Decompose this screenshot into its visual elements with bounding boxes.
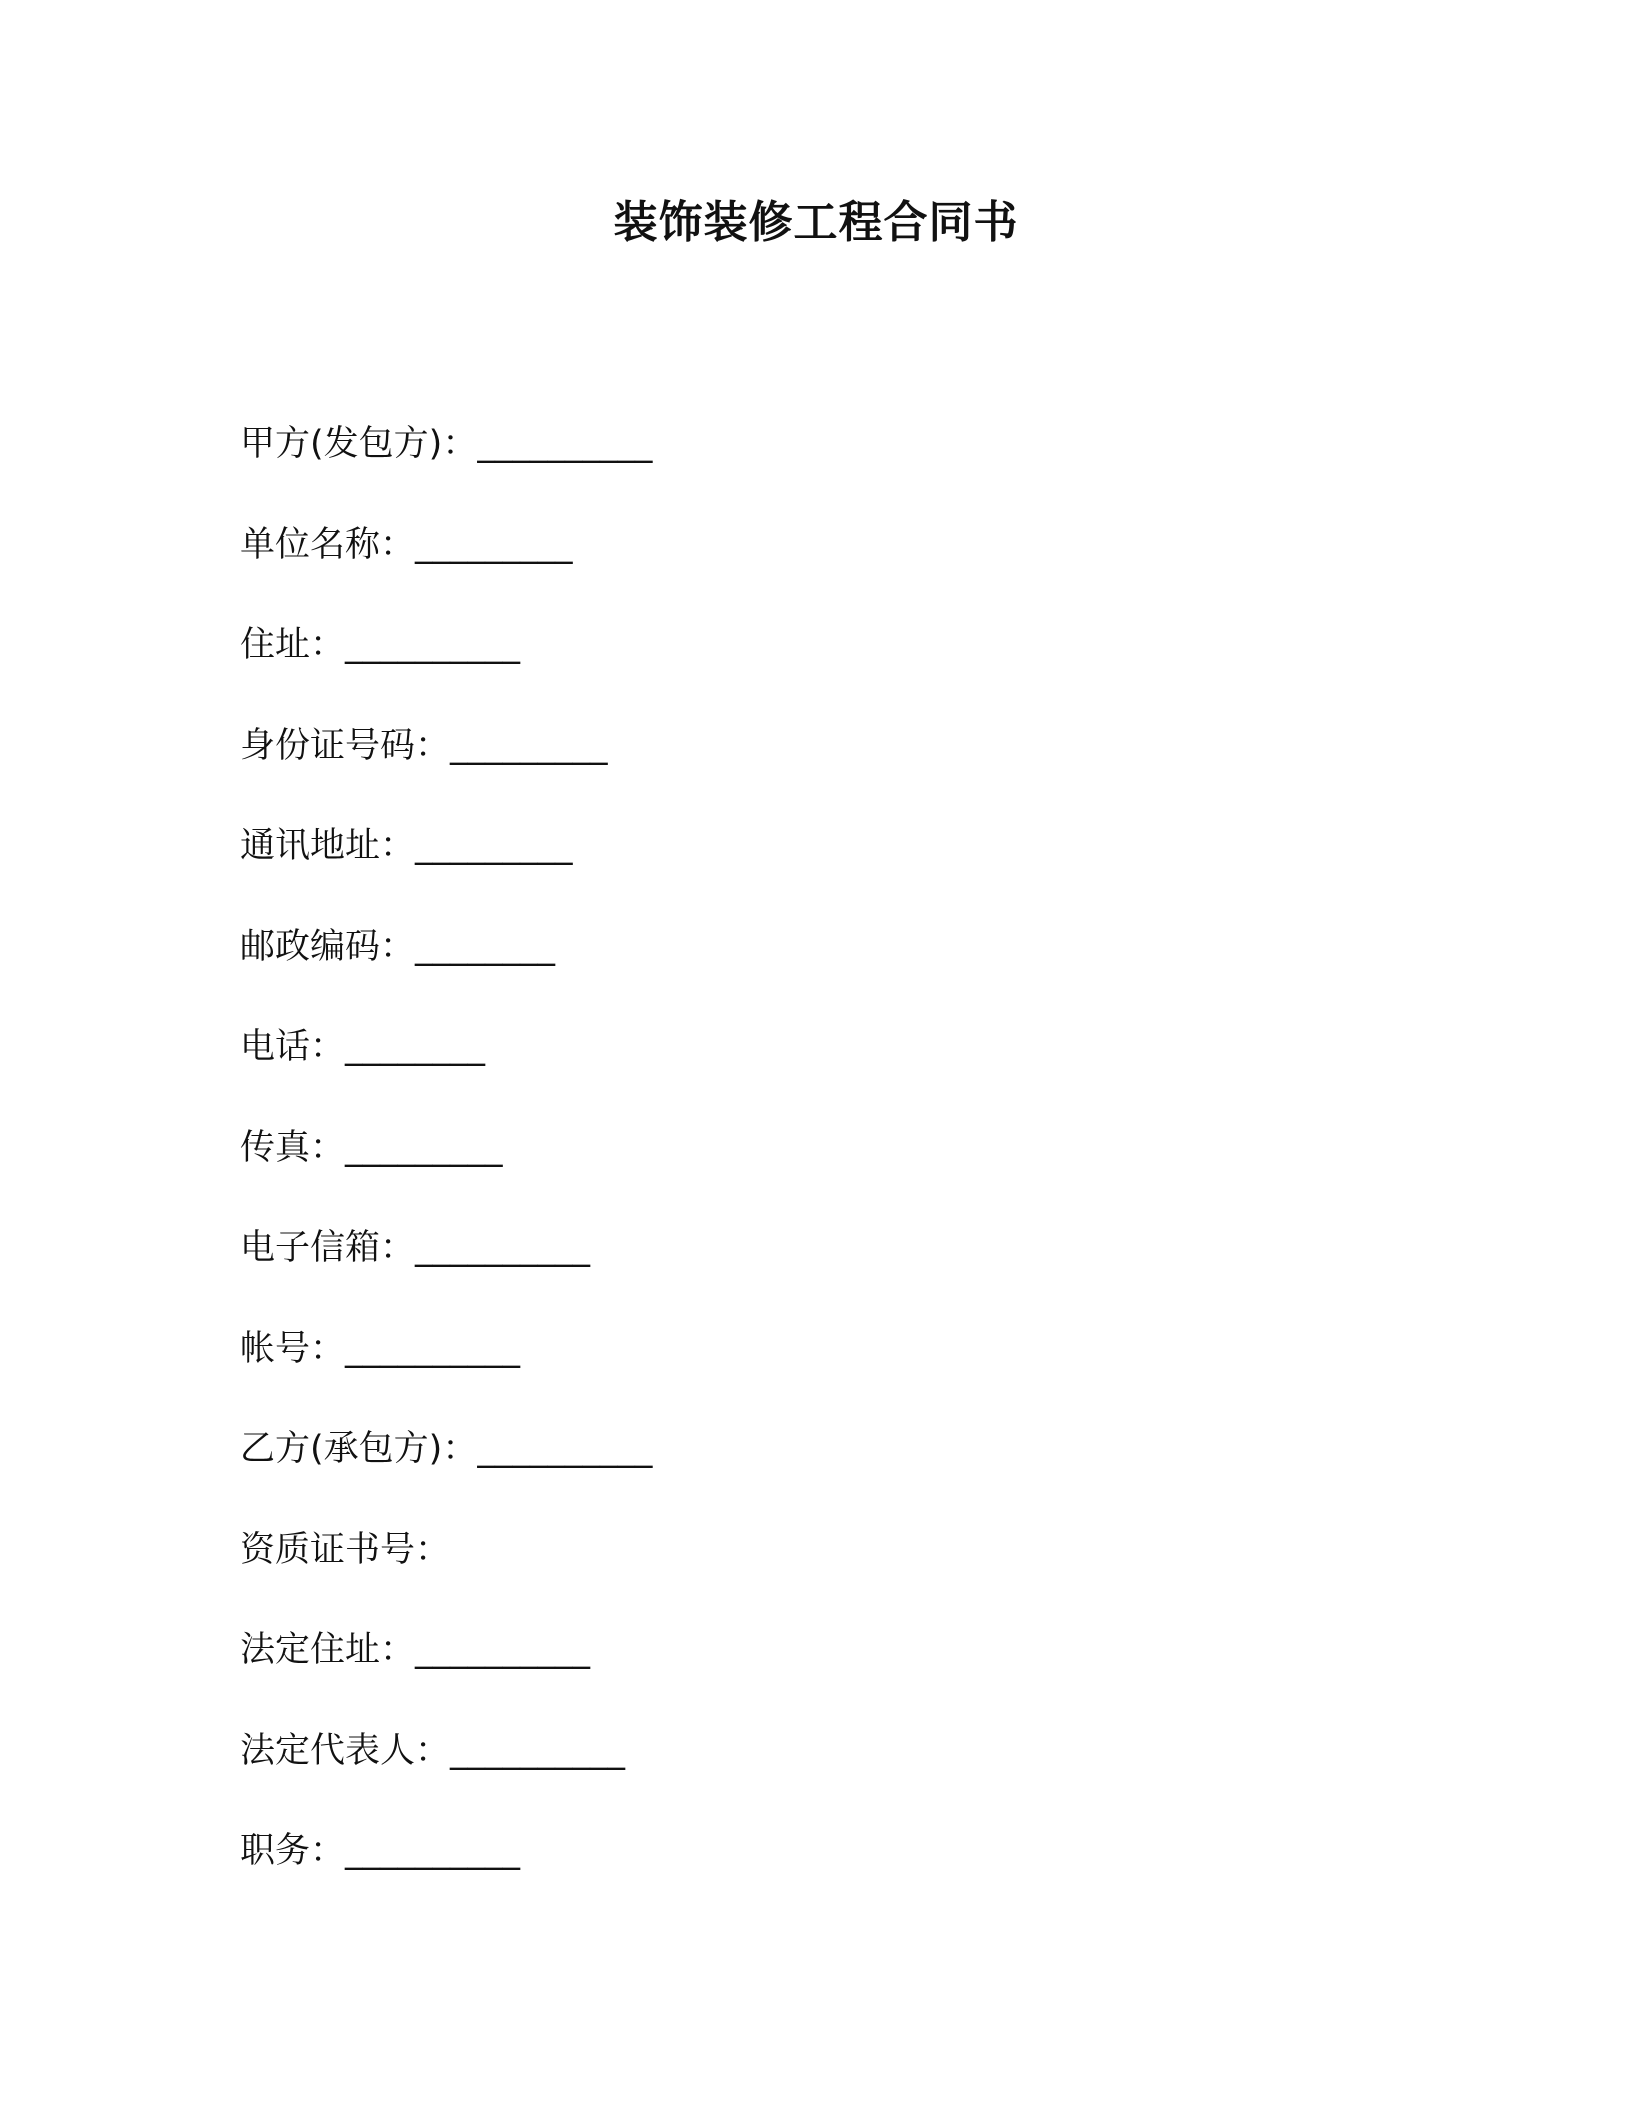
field-mailing-address — [240, 820, 1440, 921]
field-colon: ： — [442, 424, 478, 464]
field-label: 帐号 — [240, 1328, 311, 1369]
document-title: 装饰装修工程合同书 — [613, 197, 1019, 248]
field-label: 单位名称 — [240, 524, 381, 565]
field-label: 身份证号码 — [240, 725, 416, 766]
field-label: 住址 — [240, 625, 311, 665]
field-label: 传真 — [240, 1127, 311, 1168]
field-colon: ： — [310, 1127, 346, 1168]
field-colon: ： — [380, 1630, 416, 1670]
field-party-a — [240, 418, 1440, 519]
fill-in-blank: __________ — [345, 1328, 521, 1369]
fill-in-blank: _________ — [345, 1127, 503, 1168]
field-label: 乙方(承包方) — [240, 1429, 443, 1469]
fill-in-blank: _________ — [450, 725, 608, 766]
field-email — [240, 1222, 1440, 1323]
field-legal-address — [240, 1624, 1440, 1725]
field-colon: ： — [310, 1027, 346, 1067]
fill-in-blank: __________ — [477, 1429, 653, 1469]
field-colon: ： — [380, 826, 416, 866]
field-postal-code — [240, 921, 1440, 1022]
field-id-number — [240, 720, 1440, 821]
field-label: 电话 — [240, 1027, 311, 1067]
field-label: 邮政编码 — [240, 926, 381, 967]
field-company-name — [240, 519, 1440, 620]
field-legal-representative — [240, 1725, 1440, 1826]
party-info-fields — [240, 418, 1440, 1926]
fill-in-blank: __________ — [415, 1630, 591, 1670]
fill-in-blank: __________ — [415, 1228, 591, 1268]
field-colon: ： — [415, 1529, 451, 1570]
fill-in-blank: _________ — [415, 524, 573, 565]
field-colon: ： — [415, 725, 451, 766]
field-label: 电子信箱 — [240, 1228, 381, 1268]
fill-in-blank: ________ — [345, 1027, 486, 1067]
field-colon: ： — [310, 1328, 346, 1369]
field-address — [240, 619, 1440, 720]
field-label: 甲方(发包方) — [240, 424, 443, 464]
field-colon: ： — [380, 524, 416, 565]
field-label: 通讯地址 — [240, 826, 381, 866]
fill-in-blank: __________ — [477, 424, 653, 464]
field-colon: ： — [380, 926, 416, 967]
field-colon: ： — [310, 1831, 346, 1871]
field-label: 法定代表人 — [240, 1730, 416, 1771]
field-phone — [240, 1021, 1440, 1122]
fill-in-blank: __________ — [345, 1831, 521, 1871]
field-colon: ： — [442, 1429, 478, 1469]
field-label: 职务 — [240, 1831, 311, 1871]
field-party-b — [240, 1423, 1440, 1524]
field-label: 法定住址 — [240, 1630, 381, 1670]
fill-in-blank: ________ — [415, 926, 556, 967]
field-qualification-cert — [240, 1524, 1440, 1625]
fill-in-blank: __________ — [345, 625, 521, 665]
field-fax — [240, 1122, 1440, 1223]
field-colon: ： — [415, 1730, 451, 1771]
fill-in-blank: __________ — [450, 1730, 626, 1771]
field-position — [240, 1825, 1440, 1926]
field-account — [240, 1323, 1440, 1424]
fill-in-blank: _________ — [415, 826, 573, 866]
field-colon: ： — [310, 625, 346, 665]
field-label: 资质证书号 — [240, 1529, 416, 1570]
field-colon: ： — [380, 1228, 416, 1268]
